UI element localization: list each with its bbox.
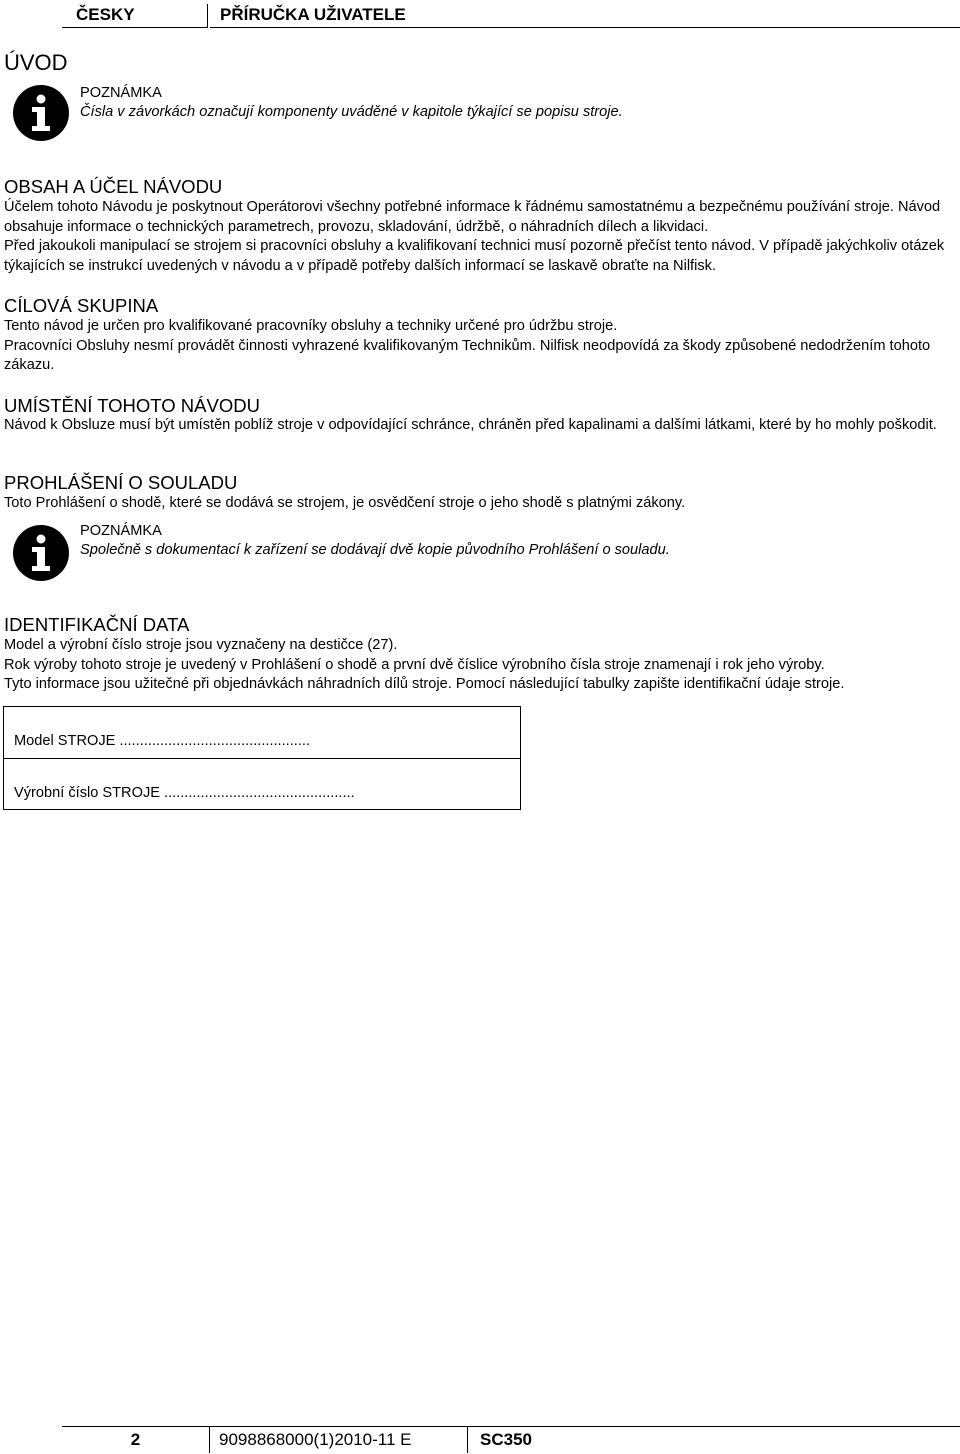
model-label: Model STROJE ............................................... (14, 733, 310, 749)
target-heading: CÍLOVÁ SKUPINA (4, 295, 159, 316)
contents-paragraph-2: Před jakoukoli manipulací se strojem si pracovníci obsluhy a kvalifikovaní technici musí pozorně přečíst tento návod. V případě jakýchkoliv otázek týkajících se instrukcí uvedených v návodu a v případě potřeby dalších informací se laskavě obraťte na Nilfisk. (4, 238, 945, 274)
serial-row (4, 759, 520, 810)
location-heading: UMÍSTĚNÍ TOHOTO NÁVODU (4, 395, 260, 416)
contents-heading: OBSAH A ÚČEL NÁVODU (4, 176, 223, 197)
info-icon (12, 84, 70, 142)
target-paragraph-2: Pracovníci Obsluhy nesmí provádět činnosti vyhrazené kvalifikovaným Technikům. Nilfisk neodpovídá za škody způsobené nedodržením tohoto zákazu. (4, 337, 931, 373)
manual-title: PŘÍRUČKA UŽIVATELE (210, 4, 960, 28)
location-text (4, 416, 954, 436)
note-label: POZNÁMKA (80, 523, 162, 539)
intro-note (0, 84, 960, 164)
identification-paragraph-1: Model a výrobní číslo stroje jsou vyznačeny na destičce (27). (4, 637, 398, 653)
language-label: ČESKY (62, 4, 208, 28)
identification-paragraph-3: Tyto informace jsou užitečné při objednávkách náhradních dílů stroje. Pomocí následující tabulky zapište identifikační údaje stroje. (4, 676, 845, 692)
model-name: SC350 (480, 1430, 532, 1449)
model-row (4, 707, 520, 759)
identification-table (3, 706, 521, 810)
info-icon (12, 524, 70, 582)
conformity-paragraph-1: Toto Prohlášení o shodě, které se dodává se strojem, je osvědčení stroje o jeho shodě s platnými zákony. (4, 495, 686, 511)
page-number: 2 (62, 1427, 210, 1453)
conformity-text (4, 494, 954, 514)
page-header (0, 0, 960, 30)
identification-text (4, 636, 954, 695)
note-text: Čísla v závorkách označují komponenty uváděné v kapitole týkající se popisu stroje. (80, 104, 623, 120)
conformity-heading: PROHLÁŠENÍ O SOULADU (4, 472, 238, 493)
location-paragraph-1: Návod k Obsluze musí být umístěn poblíž stroje v odpovídající schránce, chráněn před kapalinami a dalšími látkami, které by ho mohly poškodit. (4, 417, 937, 433)
target-text (4, 317, 954, 376)
note-label: POZNÁMKA (80, 85, 162, 101)
identification-paragraph-2: Rok výroby tohoto stroje je uvedený v Prohlášení o shodě a první dvě číslice výrobního čísla stroje znamenají i rok jeho výroby. (4, 656, 825, 673)
document-code: 9098868000(1)2010-11 E (210, 1427, 468, 1453)
serial-label: Výrobní číslo STROJE ............................................... (14, 785, 355, 801)
note-text: Společně s dokumentací k zařízení se dodávají dvě kopie původního Prohlášení o souladu. (80, 542, 670, 558)
identification-heading: IDENTIFIKAČNÍ DATA (4, 614, 190, 635)
intro-heading: ÚVOD (4, 50, 68, 75)
contents-paragraph-1: Účelem tohoto Návodu je poskytnout Operátorovi všechny potřebné informace k řádnému samostatnému a bezpečnému používání stroje. Návod obsahuje informace o technických parametrech, provozu, skladování, údržbě, o náhradních dílech a likvidaci. (4, 199, 941, 235)
conformity-note (0, 522, 960, 602)
contents-text (4, 198, 954, 276)
page-footer (62, 1426, 960, 1453)
target-paragraph-1: Tento návod je určen pro kvalifikované pracovníky obsluhy a techniky určené pro údržbu stroje. (4, 318, 618, 334)
